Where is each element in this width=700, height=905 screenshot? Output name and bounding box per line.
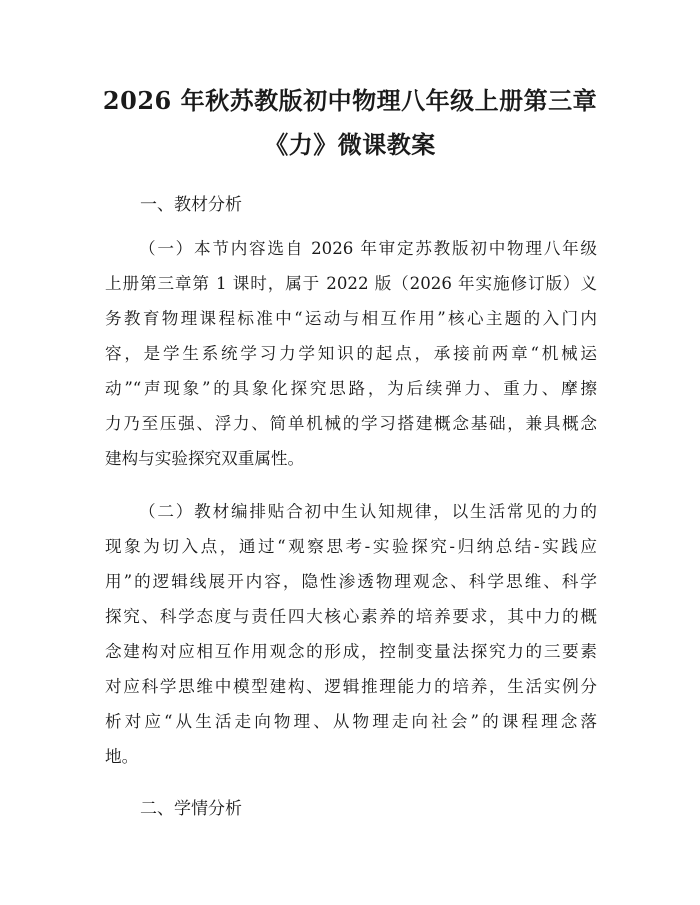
paragraph-line: 析对应“从生活走向物理、从物理走向社会”的课程理念落 xyxy=(105,712,597,731)
paragraph-1 xyxy=(105,231,597,476)
paragraph-line: 对应科学思维中模型建构、逻辑推理能力的培养，生活实例分 xyxy=(105,677,597,696)
section-heading-learner-analysis: 二、学情分析 xyxy=(140,799,242,819)
paragraph-line: 念建构对应相互作用观念的形成，控制变量法探究力的三要素 xyxy=(105,642,597,661)
paragraph-line: 建构与实验探究双重属性。 xyxy=(105,449,305,468)
paragraph-line: 上册第三章第 1 课时，属于 2022 版（2026 年实施修订版）义 xyxy=(105,274,597,293)
paragraph-line: 务教育物理课程标准中“运动与相互作用”核心主题的入门内 xyxy=(105,309,597,328)
section-heading-textbook-analysis: 一、教材分析 xyxy=(140,195,242,215)
paragraph-line: 用”的逻辑线展开内容，隐性渗透物理观念、科学思维、科学 xyxy=(105,572,597,591)
paragraph-line: 动”“声现象”的具象化探究思路，为后续弹力、重力、摩擦 xyxy=(105,379,597,398)
document-title-line-2: 《力》微课教案 xyxy=(264,130,436,159)
paragraph-line: 力乃至压强、浮力、简单机械的学习搭建概念基础，兼具概念 xyxy=(105,414,597,433)
paragraph-2 xyxy=(105,494,597,774)
document-title-line-1: 2026 年秋苏教版初中物理八年级上册第三章 xyxy=(102,86,598,115)
paragraph-line: （二）教材编排贴合初中生认知规律，以生活常见的力的 xyxy=(139,502,597,521)
paragraph-line: 探究、科学态度与责任四大核心素养的培养要求，其中力的概 xyxy=(105,607,597,626)
paragraph-line: 地。 xyxy=(105,747,139,766)
paragraph-line: 现象为切入点，通过“观察思考-实验探究-归纳总结-实践应 xyxy=(105,537,597,556)
paragraph-line: （一）本节内容选自 2026 年审定苏教版初中物理八年级 xyxy=(139,239,597,258)
paragraph-line: 容，是学生系统学习力学知识的起点，承接前两章“机械运 xyxy=(105,344,597,363)
